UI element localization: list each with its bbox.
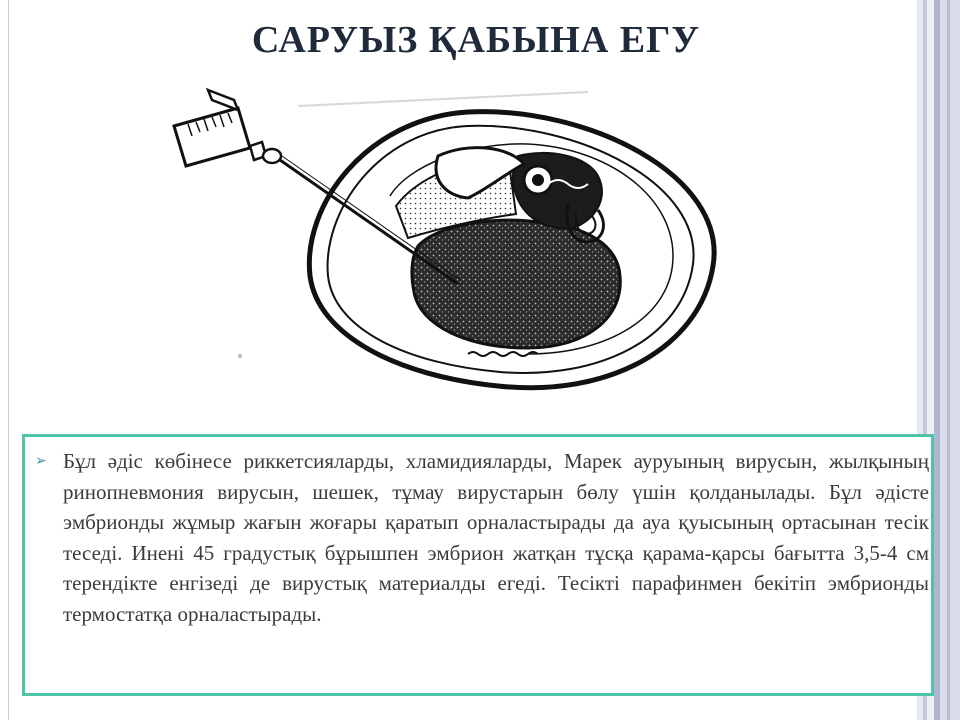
egg-inoculation-illustration <box>168 86 728 404</box>
right-decor-stripe <box>940 0 960 720</box>
right-decor-stripe <box>947 0 950 720</box>
description-box <box>22 434 934 696</box>
description-text: Бұл әдіс көбінесе риккетсияларды, хламидияларды, Марек ауруының вирусын, жылқының ринопневмония вирусын, шешек, тұмау вирустарын бөлу үшін қолданылады. Бұл әдісте эмбрионды жұмыр жағын жоғары қаратып орналастырады да ауа қуысының ортасынан тесік теседі. Инені 45 градустық бұрышпен эмбрион жатқан тұсқа қарама-қарсы бағытта 3,5-4 см терендікте енгізеді де вирустық материалды егеді. Тесікті парафинмен бекітіп эмбрионды термостатқа орналастырады. <box>63 449 929 626</box>
bullet-arrow-icon: ➢ <box>35 453 47 469</box>
slide-title: САРУЫЗ ҚАБЫНА ЕГУ <box>251 19 701 61</box>
yolk-sac <box>412 220 620 348</box>
left-border-line <box>8 0 9 720</box>
